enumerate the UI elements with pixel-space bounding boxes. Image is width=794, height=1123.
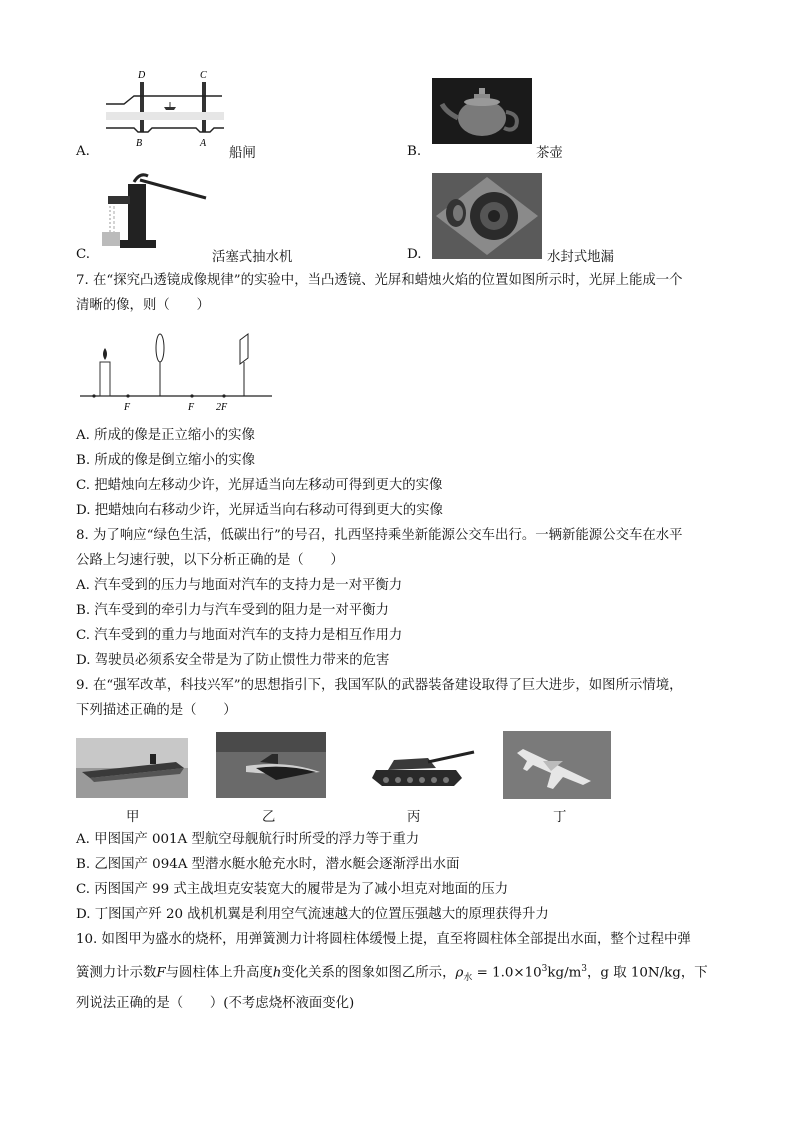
tank-drawing (366, 740, 476, 792)
focal-point-left-label: F (124, 402, 131, 413)
q8-option-d: D. 驾驶员必须系安全带是为了防止惯性力带来的危害 (76, 653, 390, 668)
label-c: C (200, 70, 207, 81)
label-b: B (136, 138, 143, 148)
q9-stem-line1: 9. 在“强军改革，科技兴军”的思想指引下，我国军队的武器装备建设取得了巨大进步，如图所示情境， (76, 678, 683, 693)
double-focal-label: 2F (216, 402, 228, 413)
q6-option-c-letter: C. (76, 247, 91, 262)
q9-caption-yi: 乙 (262, 810, 276, 825)
q9-option-d: D. 丁图国产歼 20 战机机翼是利用空气流速越大的位置压强越大的原理获得升力 (76, 907, 549, 922)
q9-caption-jia: 甲 (126, 810, 140, 825)
q9-option-b: B. 乙图国产 094A 型潜水艇水舱充水时，潜水艇会逐渐浮出水面 (76, 857, 460, 872)
label-d: D (138, 70, 146, 81)
q6-option-b-letter: B. (407, 144, 422, 159)
q7-option-a: A. 所成的像是正立缩小的实像 (76, 428, 255, 443)
rho-symbol: ρ (455, 965, 464, 981)
q6-option-a-caption: 船闸 (229, 146, 256, 161)
floor-drain-photo (432, 173, 542, 259)
q7-option-b: B. 所成的像是倒立缩小的实像 (76, 453, 256, 468)
label-a: A (200, 138, 207, 148)
teapot-photo (432, 78, 532, 144)
var-F: F (156, 965, 166, 981)
ship-lock-diagram (104, 66, 226, 148)
q7-stem-line2: 清晰的像，则（ ） (76, 298, 210, 313)
candle-flame (103, 348, 107, 360)
q6-option-c-caption: 活塞式抽水机 (212, 250, 293, 265)
q10-line1: 10. 如图甲为盛水的烧杯，用弹簧测力计将圆柱体缓慢上提，直至将圆柱体全部提出水面，整个过程中弹 (76, 932, 691, 947)
q6-option-d-caption: 水封式地漏 (547, 250, 614, 265)
light-screen (240, 334, 248, 364)
q10-line3: 列说法正确的是（ ）(不考虑烧杯液面变化) (76, 996, 355, 1011)
q8-option-c: C. 汽车受到的重力与地面对汽车的支持力是相互作用力 (76, 628, 403, 643)
q9-caption-ding: 丁 (553, 810, 567, 825)
convex-lens (156, 334, 164, 362)
submarine-photo (216, 732, 326, 798)
q6-option-d-letter: D. (407, 247, 422, 262)
q8-stem-line1: 8. 为了响应“绿色生活，低碳出行”的号召，扎西坚持乘坐新能源公交车出行。一辆新能源公交车在水平 (76, 528, 683, 543)
q9-caption-bing: 丙 (407, 810, 421, 825)
candle (100, 362, 110, 396)
q8-stem-line2: 公路上匀速行驶，以下分析正确的是（ ） (76, 553, 344, 568)
var-h: h (272, 965, 282, 981)
q7-option-d: D. 把蜡烛向右移动少许，光屏适当向右移动可得到更大的实像 (76, 503, 443, 518)
q8-option-a: A. 汽车受到的压力与地面对汽车的支持力是一对平衡力 (76, 578, 403, 593)
q9-stem-line2: 下列描述正确的是（ ） (76, 703, 237, 718)
q6-option-b-caption: 茶壶 (536, 146, 563, 161)
lens-optical-bench-diagram (76, 328, 276, 416)
focal-point-right-label: F (188, 402, 195, 413)
q9-option-a: A. 甲图国产 001A 型航空母舰航行时所受的浮力等于重力 (76, 832, 420, 847)
q8-option-b: B. 汽车受到的牵引力与汽车受到的阻力是一对平衡力 (76, 603, 389, 618)
q7-stem-line1: 7. 在“探究凸透镜成像规律”的实验中，当凸透镜、光屏和蜡烛火焰的位置如图所示时，光屏上能成一个 (76, 273, 683, 288)
q10-line2: 簧测力计示数F与圆柱体上升高度h变化关系的图象如图乙所示，$\rho_水 = 1.0\times 10^3kg/m^3$，g 取 10N/kg，下 (76, 964, 708, 984)
q7-option-c: C. 把蜡烛向左移动少许，光屏适当向左移动可得到更大的实像 (76, 478, 443, 493)
piston-pump-drawing (94, 170, 210, 252)
aircraft-carrier-photo (76, 738, 188, 798)
fighter-jet-photo (503, 731, 611, 799)
q9-option-c: C. 丙图国产 99 式主战坦克安装宽大的履带是为了减小坦克对地面的压力 (76, 882, 509, 897)
q6-option-a-letter: A. (76, 144, 90, 159)
